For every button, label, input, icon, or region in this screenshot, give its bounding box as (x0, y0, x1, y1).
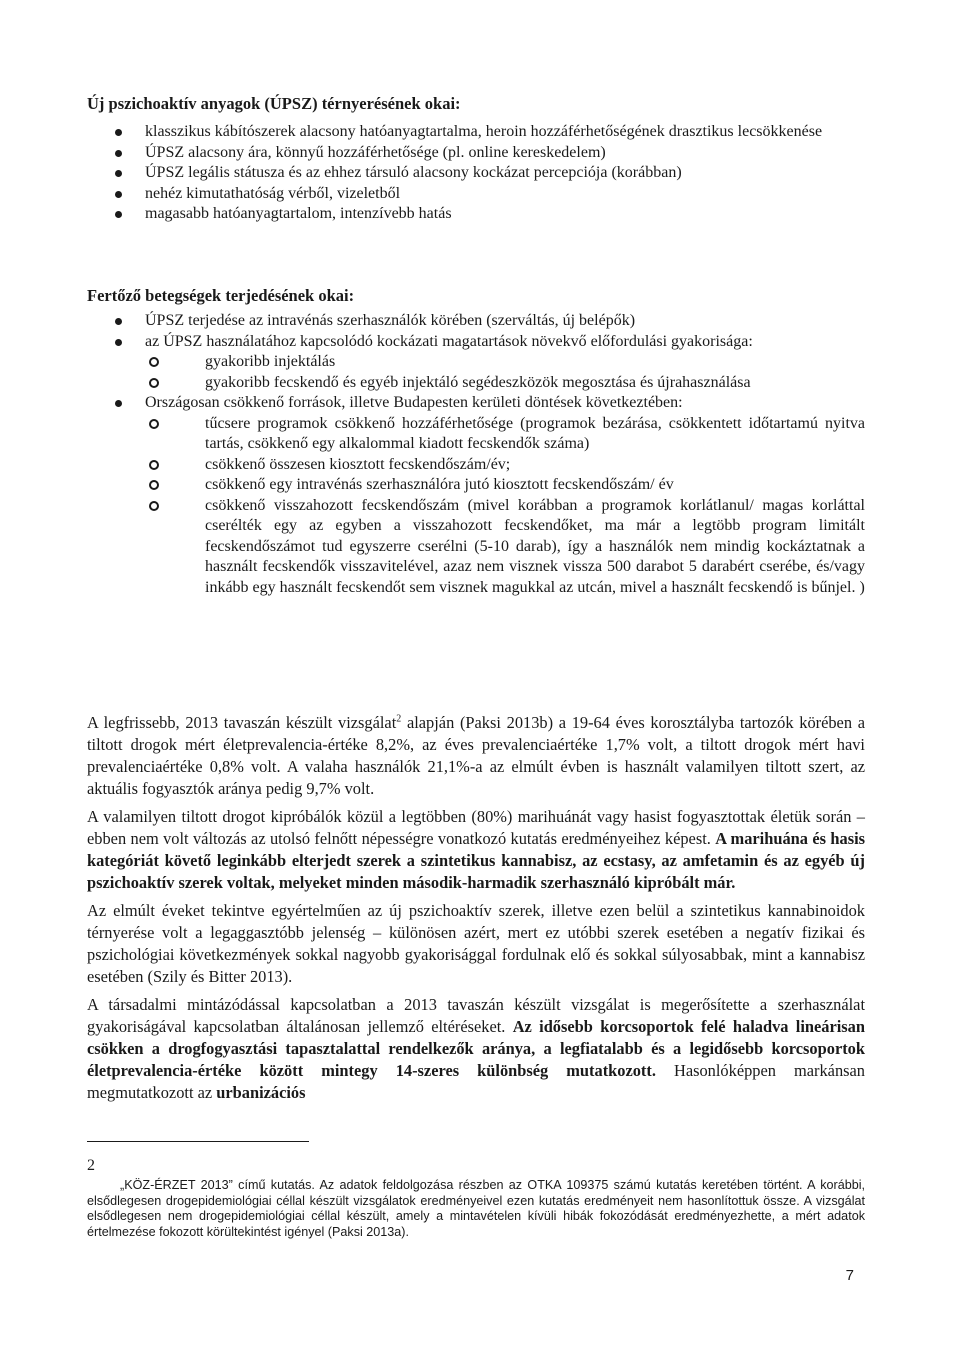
sub-list-item: csökkenő összesen kiosztott fecskendőszám/év; (145, 455, 865, 476)
footnote-line: „KÖZ-ÉRZET 2013” című kutatás. Az adatok feldolgozása részben az OTKA 109375 számú kutatás keretében (120, 1178, 759, 1192)
list-item: klasszikus kábítószerek alacsony hatóanyagtartalma, heroin hozzáférhetőségének drasztikus lecsökkenése (87, 122, 865, 143)
sub-list (145, 352, 865, 393)
paragraph: Az elmúlt éveket tekintve egyértelműen az új pszichoaktív szerek, illetve ezen belül a szintetikus kannabinoidok térnyerése volt a legaggasztóbb jelenség – különösen azért, mert ez utóbbi szerek esetében a negatív fizikai és pszichológiai következmények sokkal nagyobb gyakorisággal fordulnak elő és sokkal súlyosabbak, mint a kannabisz esetében (Szily és Bitter 2013). (87, 901, 865, 986)
paragraph-text: alapján (Paksi 2013b) a 19-64 éves korosztályba tartozók körében a tiltott drogok mért életprevalencia-értéke 8,2%, az éves prevalenciaértéke 1,7% volt, a tiltott drogok mért havi prevalenciaértéke 0,8% volt. A valaha használók 21,1%-a az elmúlt évben is használt valamilyen tiltott szert, az aktuális fogyasztók aránya pedig 9,7% volt. (87, 713, 865, 798)
paragraph-bold-text: A marihuána és hasis kategóriát követő leginkább elterjedt szerek a szintetikus kannabisz, az ecstasy, az amfetamin és az egyéb új pszichoaktív szerek voltak, melyeket minden második-harmadik szerhasználó kipróbált már. (87, 829, 866, 892)
paragraph-text: A legfrissebb, 2013 tavaszán készült vizsgálat (87, 713, 397, 732)
paragraph-text: A valamilyen tiltott drogot kipróbálók közül a legtöbben (80%) marihuánát vagy hasist fogyasztottak életük során – ebben nem volt változás az utolsó felnőtt népességre vonatkozó kutatás eredményeihez képest. (87, 807, 865, 848)
list-item: ÚPSZ legális státusza és az ehhez társuló alacsony kockázat percepciója (korábban) (87, 163, 865, 184)
sub-list-item: tűcsere programok csökkenő hozzáférhetősége (programok bezárása, csökkentett időtartamú nyitva tartás, csökkenő egy alkalommal kiadott fecskendők száma) (145, 414, 865, 455)
list-item-text: az ÚPSZ használatához kapcsolódó kockázati magatartások növekvő előfordulási gyakorisága: (145, 332, 753, 350)
footnote-number: 2 (87, 1157, 95, 1174)
paragraph (87, 712, 865, 800)
paragraph-text: A társadalmi mintázódással kapcsolatban a 2013 tavaszán készült vizsgálat is megerősítette a szerhasználat gyakoriságával kapcsolatban általánosan jellemző eltéréseket. (87, 995, 865, 1036)
list-item: ÚPSZ terjedése az intravénás szerhasználók körében (szerváltás, új belépők) (87, 311, 865, 332)
footnote-text (87, 1178, 865, 1240)
paragraph-text: Hasonlóképpen markánsan megmutatkozott az (87, 1061, 866, 1102)
sub-list-item: gyakoribb fecskendő és egyéb injektáló segédeszközök megosztása és újrahasználása (145, 373, 865, 394)
list-item: nehéz kimutathatóság vérből, vizeletből (87, 184, 865, 205)
paragraph (87, 994, 865, 1104)
section-heading-new-psychoactive: Új pszichoaktív anyagok (ÚPSZ) térnyerésének okai: (87, 94, 461, 113)
page-number: 7 (845, 1267, 854, 1284)
section-heading-infectious-diseases: Fertőző betegségek terjedésének okai: (87, 286, 355, 305)
list-item-text: Országosan csökkenő források, illetve Budapesten kerületi döntések következtében: (145, 394, 683, 411)
sub-list-item: csökkenő egy intravénás szerhasználóra jutó kiosztott fecskendőszám/ év (145, 475, 865, 496)
footnote-divider (87, 1141, 309, 1142)
bullet-list-causes (87, 122, 865, 225)
list-item: magasabb hatóanyagtartalom, intenzívebb hatás (87, 204, 865, 225)
list-item: ÚPSZ alacsony ára, könnyű hozzáférhetősége (pl. online kereskedelem) (87, 143, 865, 164)
footnote-line: történt. A korábbi, elsődlegesen drogepidemiológiai céllal készült vizsgálatok eredményeivel ezen kutatás eredményeit nem hasonlítottuk össze. A vizsgálat elsődlegesen nem drogepidemiológiai céllal készült, amely a mintavételen kívüli hibák fokozódását eredményezhette, a mért adatok értelmezése fokozott körültekintést igényel (Paksi 2013a). (87, 1178, 866, 1239)
footnote-ref: 2 (396, 713, 402, 725)
paragraph (87, 806, 865, 894)
sub-list-item: gyakoribb injektálás (145, 352, 865, 373)
paragraph-bold-text: urbanizációs (216, 1083, 306, 1102)
body-text (87, 712, 865, 1110)
sub-list (145, 414, 865, 599)
list-item (87, 332, 865, 394)
bullet-list-infection-causes (87, 311, 865, 598)
list-item (87, 393, 865, 598)
sub-list-item: csökkenő visszahozott fecskendőszám (mivel korábban a programok korlátlanul/ magas korláttal cserélték egy az egyben a visszahozott fecskendőket, ma már a legtöbb program limitált fecskendőszámot tud egyszerre cserélni (5-10 darab), így a használók nem mindig kockáztatnak a használt fecskendők visszavitelével, azaz nem visznek vissza 500 darabot 5 darabért cserébe, és/vagy inkább egy használt fecskendőt sem visznek magukkal az utcán, mivel a használt fecskendő is bűnjel. ) (145, 496, 865, 599)
paragraph-bold-text: Az idősebb korcsoportok felé haladva lineárisan csökken a drogfogyasztási tapasztalattal rendelkezők aránya, a legfiatalabb és a legidősebb korcsoportok életprevalencia-értéke között mintegy 14-szeres különbség mutatkozott. (87, 1017, 865, 1080)
